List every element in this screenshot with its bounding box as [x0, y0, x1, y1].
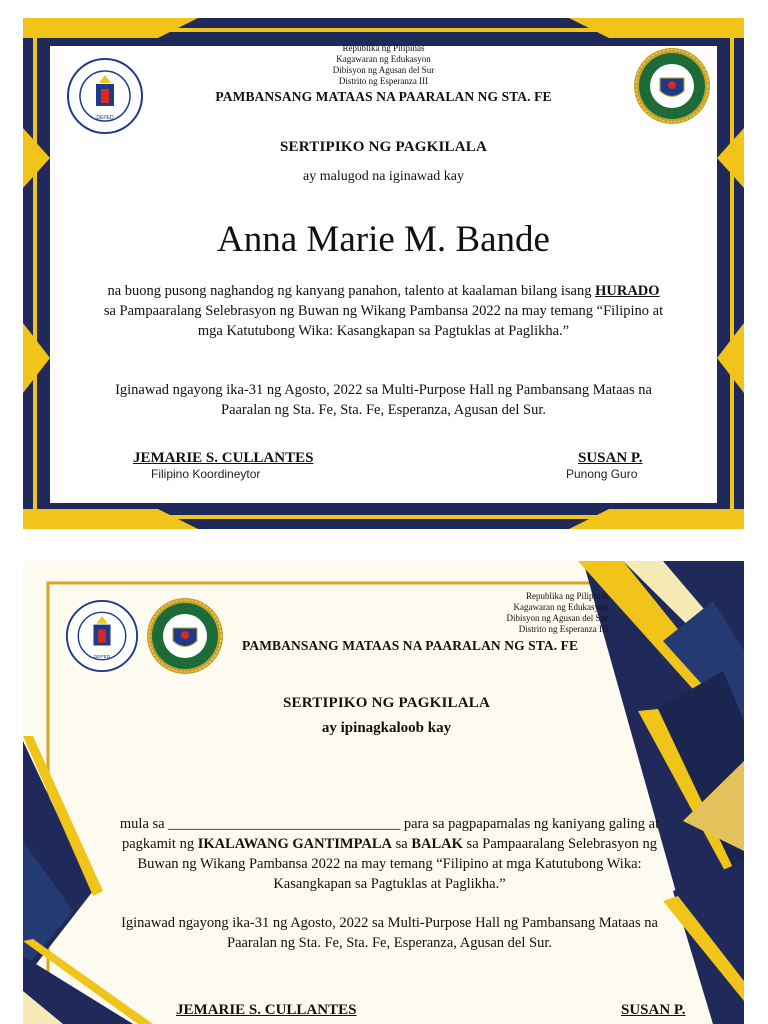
signatory-name: SUSAN P. — [621, 1002, 686, 1018]
school-name: PAMBANSANG MATAAS NA PAARALAN NG STA. FE — [242, 638, 579, 653]
header-line: Kagawaran ng Edukasyon — [513, 602, 608, 612]
paragraph-text: na buong pusong naghandog ng kanyang panahon, talento at kaalaman bilang isang — [107, 283, 596, 299]
role-highlight: HURADO — [595, 283, 660, 299]
signatory-name: SUSAN P. — [578, 450, 643, 466]
school-seal-icon — [146, 597, 224, 675]
name-blank-line: ________________________________ — [168, 816, 401, 832]
paragraph-text: sa — [392, 836, 412, 852]
header-line: Republika ng Pilipinas — [526, 591, 608, 601]
paragraph-2: Iginawad ngayong ika-31 ng Agosto, 2022 sa Multi-Purpose Hall ng Pambansang Mataas na Paaralan ng Sta. Fe, Sta. Fe, Esperanza, Agusan del Sur. — [115, 382, 652, 418]
header-lines — [23, 43, 744, 87]
school-name: PAMBANSANG MATAAS NA PAARALAN NG STA. FE — [215, 89, 552, 104]
svg-text:DEPED: DEPED — [96, 115, 114, 121]
svg-text:DEPED: DEPED — [93, 654, 111, 660]
certificate-subtitle: ay malugod na iginawad kay — [303, 169, 464, 184]
paragraph-1 — [103, 281, 664, 341]
header-line: Distrito ng Esperanza III — [518, 624, 608, 634]
header-lines — [403, 591, 608, 635]
recipient-name: Anna Marie M. Bande — [217, 219, 550, 260]
signatory-role: Punong Guro — [566, 467, 638, 481]
header-line: Republika ng Pilipinas — [342, 43, 425, 53]
certificate-subtitle: ay ipinagkaloob kay — [321, 720, 452, 736]
certificate-1 — [23, 18, 744, 529]
signatory-name: JEMARIE S. CULLANTES — [133, 450, 314, 466]
paragraph-2: Iginawad ngayong ika-31 ng Agosto, 2022 sa Multi-Purpose Hall ng Pambansang Mataas na Paaralan ng Sta. Fe, Sta. Fe, Esperanza, Agusan del Sur. — [121, 915, 658, 951]
category-highlight: BALAK — [411, 836, 463, 852]
signatory-role: Filipino Koordineytor — [151, 467, 261, 481]
signatory-name: JEMARIE S. CULLANTES — [176, 1002, 357, 1018]
award-highlight: IKALAWANG GANTIMPALA — [197, 836, 392, 852]
paragraph-1 — [111, 814, 668, 894]
paragraph-text: sa Pampaaralang Selebrasyon ng Buwan ng Wikang Pambansa 2022 na may temang “Filipino at mga Katutubong Wika: Kasangkapan sa Pagtuklas at Paglikha.” — [103, 303, 664, 339]
paragraph-text: sa Pampaaralang Selebrasyon ng Buwan ng Wikang Pambansa 2022 na may temang “Filipino at mga Katutubong Wika: Kasangkapan sa Pagtuklas at Paglikha.” — [137, 836, 658, 892]
certificate-title: SERTIPIKO NG PAGKILALA — [280, 139, 487, 155]
paragraph-text: mula sa — [119, 816, 169, 832]
certificate-title: SERTIPIKO NG PAGKILALA — [283, 695, 490, 711]
header-line: Dibisyon ng Agusan del Sur — [506, 613, 608, 623]
header-line: Distrito ng Esperanza III — [338, 76, 429, 86]
paragraph-text: para sa pagpapamalas ng kaniyang galing at pagkamit ng — [121, 816, 660, 852]
header-line: Dibisyon ng Agusan del Sur — [332, 65, 435, 75]
header-line: Kagawaran ng Edukasyon — [336, 54, 431, 64]
deped-seal-icon — [65, 599, 139, 673]
certificate-2 — [23, 561, 744, 1024]
